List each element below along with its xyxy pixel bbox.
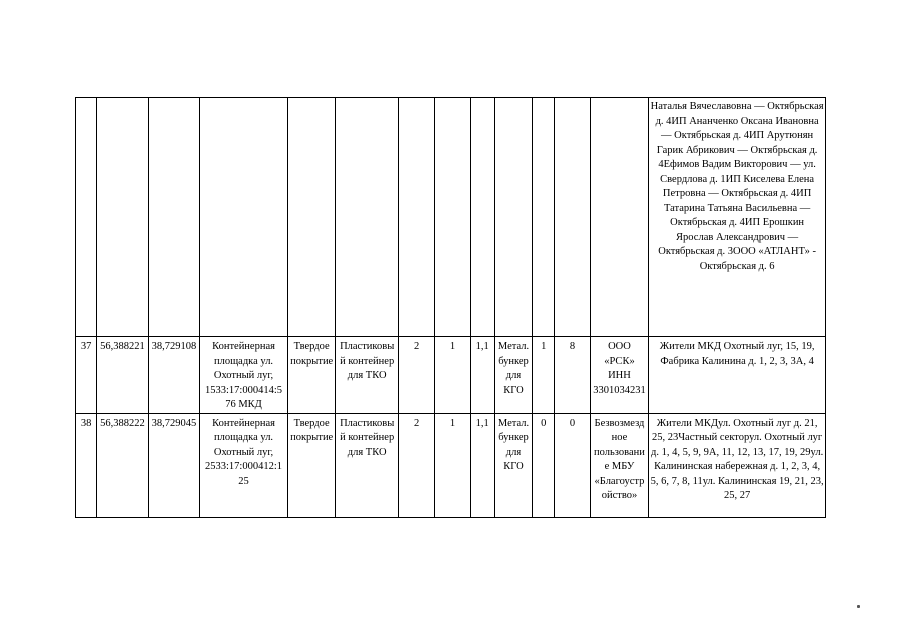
cell-count-1	[398, 98, 434, 337]
scan-speck	[857, 605, 860, 608]
cell-consumers: Жители МКД Охотный луг, 15, 19, Фабрика Калинина д. 1, 2, 3, 3А, 4	[649, 337, 826, 414]
cell-owner: ООО «РСК» ИНН 3301034231	[590, 337, 649, 414]
cell-container: Пластиковы й контейнер для ТКО	[336, 337, 399, 414]
cell-count-2	[435, 98, 470, 337]
cell-count-1: 2	[398, 413, 434, 517]
cell-count-2: 1	[435, 337, 470, 414]
cell-count-5: 1	[533, 337, 555, 414]
cell-no	[76, 98, 97, 337]
cell-site	[200, 98, 288, 337]
table-row	[76, 337, 826, 414]
cell-site: Контейнерная площадка ул. Охотный луг, 2533:17:000412:1 25	[200, 413, 288, 517]
cell-owner	[590, 98, 649, 337]
cell-container	[336, 98, 399, 337]
cell-surface: Твердое покрытие	[287, 413, 335, 517]
cell-volume: 1,1	[470, 337, 494, 414]
cell-count-6	[555, 98, 590, 337]
cell-site: Контейнерная площадка ул. Охотный луг, 1533:17:000414:5 76 МКД	[200, 337, 288, 414]
cell-container: Пластиковы й контейнер для ТКО	[336, 413, 399, 517]
cell-surface: Твердое покрытие	[287, 337, 335, 414]
cell-lon: 38,729045	[148, 413, 199, 517]
cell-volume	[470, 98, 494, 337]
table-row-continuation	[76, 98, 826, 337]
cell-owner: Безвозмезд ное пользовани е МБУ «Благоустр ойство»	[590, 413, 649, 517]
cell-bunker	[494, 98, 532, 337]
cell-consumers: Жители МКДул. Охотный луг д. 21, 25, 23Частный секторул. Охотный луг д. 1, 4, 5, 9, 9А, 11, 12, 13, 17, 19, 29ул. Калининская набережная д. 1, 2, 3, 4, 5, 6, 7, 8, 11ул. Калининская 19, 21, 23, 25, 27	[649, 413, 826, 517]
cell-consumers: Наталья Вячеславовна — Октябрьская д. 4ИП Ананченко Оксана Ивановна — Октябрьская д. 4ИП Арутюнян Гарик Абрикович — Октябрьская д. 4Ефимов Вадим Викторович — ул. Свердлова д. 1ИП Киселева Елена Петровна — Октябрьская д. 4ИП Татарина Татьяна Васильевна — Октябрьская д. 4ИП Ерошкин Ярослав Александрович — Октябрьская д. 3ООО «АТЛАНТ» - Октябрьская д. 6	[649, 98, 826, 337]
table-row	[76, 413, 826, 517]
waste-sites-table	[75, 97, 826, 518]
cell-lat	[97, 98, 148, 337]
cell-lon	[148, 98, 199, 337]
cell-count-6: 8	[555, 337, 590, 414]
cell-count-5: 0	[533, 413, 555, 517]
cell-lat: 56,388222	[97, 413, 148, 517]
cell-volume: 1,1	[470, 413, 494, 517]
cell-bunker: Метал. бункер для КГО	[494, 413, 532, 517]
cell-lat: 56,388221	[97, 337, 148, 414]
cell-count-1: 2	[398, 337, 434, 414]
cell-count-6: 0	[555, 413, 590, 517]
cell-lon: 38,729108	[148, 337, 199, 414]
cell-bunker: Метал. бункер для КГО	[494, 337, 532, 414]
cell-surface	[287, 98, 335, 337]
cell-count-5	[533, 98, 555, 337]
cell-no: 38	[76, 413, 97, 517]
cell-no: 37	[76, 337, 97, 414]
cell-count-2: 1	[435, 413, 470, 517]
